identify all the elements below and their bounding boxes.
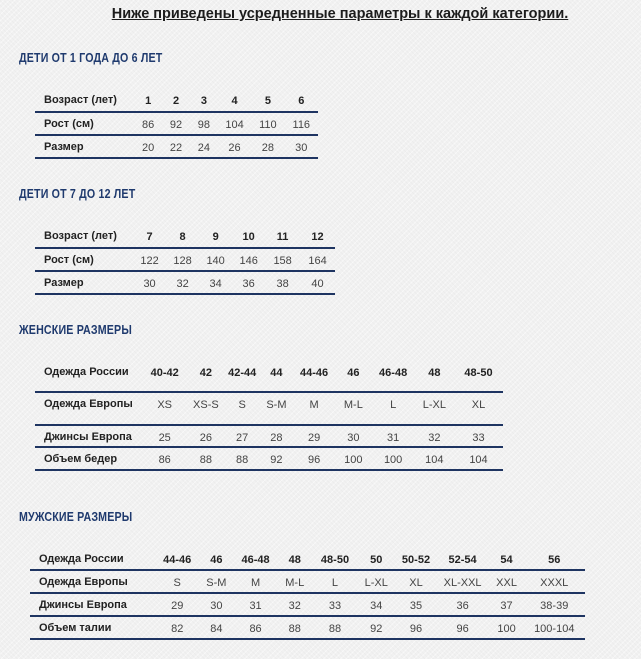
table-cell: 36: [232, 271, 265, 294]
table-cell: 158: [265, 248, 300, 271]
table-cell: 40: [300, 271, 335, 294]
table-cell: 104: [218, 112, 251, 135]
table-cell: 96: [293, 447, 335, 470]
table-cell: M-L: [276, 570, 314, 593]
table-cell: 92: [260, 447, 293, 470]
section-heading-women: ЖЕНСКИЕ РАЗМЕРЫ: [19, 322, 132, 337]
table-cell: 9: [199, 225, 232, 248]
table-row: [30, 570, 585, 593]
table-cell: 28: [251, 135, 284, 158]
table-cell: L-XL: [356, 570, 396, 593]
table-cell: 27: [225, 425, 260, 447]
table-cell: 32: [166, 271, 199, 294]
table-cell: 50-52: [396, 548, 435, 570]
section-heading-men: МУЖСКИЕ РАЗМЕРЫ: [19, 509, 133, 524]
table-cell: XL: [396, 570, 435, 593]
table-cell: 7: [133, 225, 166, 248]
table-cell: 37: [490, 593, 524, 616]
table-cell: 1: [134, 89, 162, 112]
table-cell: 22: [162, 135, 190, 158]
table-cell: 48-50: [314, 548, 356, 570]
section-heading-kids-1-6: ДЕТИ ОТ 1 ГОДА ДО 6 ЛЕТ: [19, 50, 163, 65]
table-cell: 100: [490, 616, 524, 639]
table-cell: 3: [190, 89, 218, 112]
table-cell: 34: [356, 593, 396, 616]
table-cell: 38-39: [524, 593, 586, 616]
table-cell: XL-XXL: [436, 570, 490, 593]
size-table-women: [35, 361, 503, 471]
table-cell: 44-46: [157, 548, 197, 570]
table-row: [35, 135, 318, 158]
table-cell: 33: [314, 593, 356, 616]
table-cell: L-XL: [415, 392, 454, 425]
table-cell: 46: [335, 361, 371, 392]
table-cell: 26: [218, 135, 251, 158]
size-table-kids-7-12: [35, 225, 335, 295]
table-cell: 98: [190, 112, 218, 135]
table-row: [35, 225, 335, 248]
size-table-kids-1-6: [35, 89, 318, 159]
row-label: Одежда Европы: [35, 392, 142, 425]
table-cell: 2: [162, 89, 190, 112]
table-cell: XS-S: [187, 392, 224, 425]
table-cell: 122: [133, 248, 166, 271]
row-label: Объем бедер: [35, 447, 142, 470]
table-row: [35, 361, 503, 392]
table-cell: 8: [166, 225, 199, 248]
table-cell: 100: [372, 447, 415, 470]
table-cell: 50: [356, 548, 396, 570]
table-cell: 86: [142, 447, 187, 470]
table-cell: 38: [265, 271, 300, 294]
table-cell: 42-​44: [225, 361, 260, 392]
table-cell: S: [225, 392, 260, 425]
table-cell: M: [235, 570, 275, 593]
table-cell: S-​M: [260, 392, 293, 425]
table-cell: 6: [285, 89, 318, 112]
table-row: [35, 271, 335, 294]
table-cell: L: [372, 392, 415, 425]
row-label: Размер: [35, 271, 133, 294]
table-row: [30, 616, 585, 639]
table-row: [30, 548, 585, 570]
row-label: Рост (см): [35, 112, 134, 135]
table-cell: L: [314, 570, 356, 593]
row-label: Одежда Европы: [30, 570, 157, 593]
table-cell: 29: [293, 425, 335, 447]
table-cell: 32: [415, 425, 454, 447]
table-cell: 12: [300, 225, 335, 248]
table-cell: 30: [335, 425, 371, 447]
table-row: [35, 89, 318, 112]
table-cell: 35: [396, 593, 435, 616]
table-cell: 46-48: [235, 548, 275, 570]
table-cell: 42: [187, 361, 224, 392]
table-cell: 5: [251, 89, 284, 112]
table-cell: 46: [197, 548, 235, 570]
table-cell: 36: [436, 593, 490, 616]
table-cell: 26: [187, 425, 224, 447]
row-label: Возраст (лет): [35, 89, 134, 112]
row-label: Объем талии: [30, 616, 157, 639]
table-cell: S-M: [197, 570, 235, 593]
row-label: Одежда России: [35, 361, 142, 392]
table-cell: 92: [162, 112, 190, 135]
table-cell: 29: [157, 593, 197, 616]
table-cell: 44: [260, 361, 293, 392]
table-cell: 88: [276, 616, 314, 639]
table-cell: XXXL: [524, 570, 586, 593]
table-cell: 88: [314, 616, 356, 639]
row-label: Рост (см): [35, 248, 133, 271]
table-cell: 164: [300, 248, 335, 271]
table-cell: 88: [187, 447, 224, 470]
row-label: Размер: [35, 135, 134, 158]
table-cell: 30: [133, 271, 166, 294]
table-cell: 146: [232, 248, 265, 271]
table-cell: 52-54: [436, 548, 490, 570]
table-cell: 86: [235, 616, 275, 639]
table-cell: 84: [197, 616, 235, 639]
table-cell: 110: [251, 112, 284, 135]
table-cell: 82: [157, 616, 197, 639]
table-row: [35, 425, 503, 447]
size-table-men: [30, 548, 585, 640]
table-cell: S: [157, 570, 197, 593]
table-cell: 40-42: [142, 361, 187, 392]
table-cell: 11: [265, 225, 300, 248]
table-cell: 54: [490, 548, 524, 570]
table-cell: XS: [142, 392, 187, 425]
table-cell: M: [293, 392, 335, 425]
table-cell: 4: [218, 89, 251, 112]
table-cell: 100: [335, 447, 371, 470]
table-cell: 31: [235, 593, 275, 616]
table-cell: 86: [134, 112, 162, 135]
table-cell: 28: [260, 425, 293, 447]
row-label: Джинсы Европа: [35, 425, 142, 447]
table-cell: 33: [454, 425, 503, 447]
table-cell: 30: [285, 135, 318, 158]
section-heading-kids-7-12: ДЕТИ ОТ 7 ДО 12 ЛЕТ: [19, 186, 136, 201]
table-cell: 32: [276, 593, 314, 616]
table-cell: 34: [199, 271, 232, 294]
table-cell: 96: [436, 616, 490, 639]
table-cell: 96: [396, 616, 435, 639]
table-cell: 104: [454, 447, 503, 470]
page-title: Ниже приведены усредненные параметры к каждой категории.: [111, 6, 569, 22]
table-cell: 140: [199, 248, 232, 271]
table-row: [35, 392, 503, 425]
table-cell: 128: [166, 248, 199, 271]
table-cell: 30: [197, 593, 235, 616]
table-cell: 100-104: [524, 616, 586, 639]
table-cell: XL: [454, 392, 503, 425]
table-cell: 116: [285, 112, 318, 135]
table-cell: 48: [415, 361, 454, 392]
table-cell: 104: [415, 447, 454, 470]
table-cell: 44-46: [293, 361, 335, 392]
row-label: Джинсы Европа: [30, 593, 157, 616]
table-row: [35, 112, 318, 135]
table-cell: 48: [276, 548, 314, 570]
table-cell: 20: [134, 135, 162, 158]
row-label: Одежда России: [30, 548, 157, 570]
table-cell: 31: [372, 425, 415, 447]
table-row: [35, 447, 503, 470]
table-cell: 46-48: [372, 361, 415, 392]
table-row: [35, 248, 335, 271]
table-cell: 48-50: [454, 361, 503, 392]
table-cell: XXL: [490, 570, 524, 593]
table-cell: 24: [190, 135, 218, 158]
table-cell: 88: [225, 447, 260, 470]
row-label: Возраст (лет): [35, 225, 133, 248]
table-cell: 56: [524, 548, 586, 570]
table-cell: 25: [142, 425, 187, 447]
table-cell: 92: [356, 616, 396, 639]
table-cell: 10: [232, 225, 265, 248]
table-row: [30, 593, 585, 616]
table-cell: M-L: [335, 392, 371, 425]
